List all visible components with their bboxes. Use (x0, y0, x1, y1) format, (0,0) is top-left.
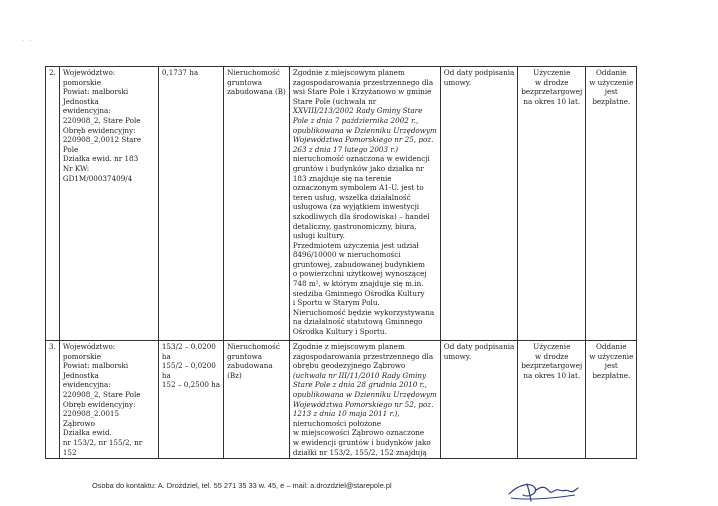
table-row (46, 67, 637, 341)
text-line: Województwa Pomorskiego nr 25, poz. (292, 135, 434, 145)
text-line: Przedmiotem użyczenia jest udział (292, 240, 419, 250)
text-line: Obręb ewidencyjny: (62, 399, 136, 409)
text-line: Ząbrowo (62, 418, 95, 428)
text-line: o powierzchni użytkowej wynoszącej (292, 269, 427, 279)
text-line: szkodliwych dla środowiska) – handel (292, 211, 430, 221)
text-line: gruntowej, zabudowanej budynkiem (292, 259, 425, 269)
text-line: Użyczenie (533, 68, 571, 77)
text-line: w miejscowości Ząbrowo oznaczone (292, 428, 425, 438)
text-line: ewidencyjna: (62, 106, 111, 116)
text-line: teren usług, wszelka działalność (292, 192, 411, 202)
text-line: oznaczonym symbolem A1-U. jest to (292, 183, 424, 193)
text-line: ha (161, 370, 171, 380)
text-line: (Bz) (227, 370, 242, 380)
text-line: opublikowana w Dzienniku Urzędowym (292, 389, 437, 399)
text-line: Ośrodka Kultury i Sportu. (292, 327, 387, 337)
text-line: i Sportu w Starym Polu. (292, 298, 380, 308)
text-line: jest (604, 87, 618, 97)
text-line: gruntowa (227, 77, 263, 87)
table-row (46, 341, 637, 459)
text-line: Województwa Pomorskiego nr 52, poz. (292, 399, 434, 409)
cell-form (518, 67, 586, 341)
cell-lp: 2. (46, 67, 60, 341)
text-line: Nieruchomość (227, 342, 280, 351)
text-line: umowy. (443, 77, 472, 87)
text-line: 263 z dnia 17 lutego 2003 r.) (292, 144, 399, 154)
text-line: 0,1737 ha (161, 68, 199, 77)
text-line: Nieruchomość (227, 68, 280, 77)
text-line: w użyczenie (589, 351, 634, 361)
text-line: zabudowana (B) (227, 87, 286, 97)
text-line: jest (604, 361, 618, 371)
text-line: 220908_2, Stare Pole (62, 389, 141, 399)
text-line: (uchwała nr III/11/2010 Rady Gminy (292, 370, 427, 380)
text-line: 153/2 – 0,0200 (161, 342, 216, 351)
text-line: gruntów i budynków jako działka nr (292, 163, 424, 173)
cell-description (289, 67, 440, 341)
text-line: bezpłatne. (592, 370, 631, 380)
text-line: Pole (62, 144, 79, 154)
cell-lp: 3. (46, 341, 60, 459)
text-line: detaliczny, gastronomiczny, biura, (292, 221, 417, 231)
text-line: usługowa (za wyjątkiem inwestycji (292, 202, 420, 212)
text-line: ewidencyjna: (62, 380, 111, 390)
text-line: Oddanie (596, 68, 627, 77)
text-line: zagospodarowania przestrzennego dla (292, 77, 434, 87)
text-line: na okres 10 lat. (523, 370, 581, 380)
text-line: bezprzetargowej (521, 361, 583, 371)
property-table (45, 66, 637, 459)
cell-area (158, 67, 223, 341)
text-line: Działka ewid. (62, 428, 112, 438)
text-line: w drodze (535, 77, 569, 87)
text-line: pomorskie (62, 77, 101, 87)
text-line: 183 znajduje się na terenie (292, 173, 392, 183)
text-line: 220908_2.0015 (62, 409, 120, 419)
cell-type (224, 67, 290, 341)
cell-type (224, 341, 290, 459)
text-line: zabudowana (227, 361, 273, 371)
scan-specks: · · (22, 38, 32, 45)
cell-form (518, 341, 586, 459)
text-line: Użyczenie (533, 342, 571, 351)
text-line: 152 – 0,2500 ha (161, 380, 221, 390)
text-line: 748 m², w którym znajduje się m.in. (292, 279, 424, 289)
text-line: bezpłatne. (592, 96, 631, 106)
text-line: Stare Pole z dnia 28 grudnia 2010 r., (292, 380, 427, 390)
text-line: Nieruchomość będzie wykorzystywana (292, 307, 435, 317)
text-line: umowy. (443, 351, 472, 361)
text-line: na działalność statutową Gminnego (292, 317, 423, 327)
text-line: w ewidencji gruntów i budynków jako (292, 437, 431, 447)
text-line: Zgodnie z miejscowym planem (292, 68, 405, 77)
cell-fee (586, 341, 637, 459)
text-line: siedziba Gminnego Ośrodka Kultury (292, 288, 425, 298)
text-line: nieruchomość oznaczona w ewidencji (292, 154, 430, 164)
text-line: Od daty podpisania (443, 342, 515, 351)
text-line: usługi kultury. (292, 231, 345, 241)
text-line: działki nr 153/2, 155/2, 152 znajdują (292, 447, 427, 457)
cell-fee (586, 67, 637, 341)
text-line: 8496/10000 w nieruchomości (292, 250, 401, 260)
text-line: Stare Pole (uchwała nr (292, 96, 377, 106)
text-line: 220908_2, Stare Pole (62, 115, 141, 125)
text-line: obrębu geodezyjnego Ząbrowo (292, 361, 406, 371)
text-line: w drodze (535, 351, 569, 361)
text-line: zagospodarowania przestrzennego dla (292, 351, 434, 361)
text-line: 155/2 – 0,0200 (161, 361, 216, 371)
text-line: w użyczenie (589, 77, 634, 87)
text-line: Województwo: (62, 342, 116, 351)
text-line: bezprzetargowej (521, 87, 583, 97)
text-line: Jednostka (62, 370, 99, 380)
cell-location (59, 341, 158, 459)
text-line: 220908_2.0012 Stare (62, 135, 142, 145)
cell-description (289, 341, 440, 459)
text-line: 152 (62, 447, 77, 457)
text-line: Od daty podpisania (443, 68, 515, 77)
cell-from-date (440, 67, 518, 341)
text-line: Powiat: malborski (62, 361, 129, 371)
text-line: ha (161, 351, 171, 361)
text-line: wsi Stare Pole i Krzyżanowo w gminie (292, 87, 432, 97)
text-line: Powiat: malborski (62, 87, 129, 97)
text-line: gruntowa (227, 351, 263, 361)
text-line: nr 153/2, nr 155/2, nr (62, 437, 143, 447)
text-line: XXVIII/213/2002 Rady Gminy Stare (292, 106, 423, 116)
contact-footer: Osoba do kontaktu: A. Drożdziel, tel. 55 271 35 33 w. 45, e – mail: a.drozdziel@starepole.pl (92, 481, 392, 490)
text-line: 1213 z dnia 10 maja 2011 r.), (292, 409, 400, 419)
text-line: pomorskie (62, 351, 101, 361)
text-line: Województwo: (62, 68, 116, 77)
handwritten-signature (505, 476, 580, 504)
cell-from-date (440, 341, 518, 459)
text-line: nieruchomości położone (292, 418, 382, 428)
cell-area (158, 341, 223, 459)
text-line: Zgodnie z miejscowym planem (292, 342, 405, 351)
text-line: Pole z dnia 7 października 2002 r., (292, 115, 419, 125)
text-line: GD1M/00037409/4 (62, 173, 133, 183)
text-line: Oddanie (596, 342, 627, 351)
cell-location (59, 67, 158, 341)
text-line: opublikowana w Dzienniku Urzędowym (292, 125, 437, 135)
text-line: na okres 10 lat. (523, 96, 581, 106)
text-line: Jednostka (62, 96, 99, 106)
text-line: Obręb ewidencyjny: (62, 125, 136, 135)
text-line: Działka ewid. nr 183 (62, 154, 139, 164)
text-line: Nr KW: (62, 163, 90, 173)
